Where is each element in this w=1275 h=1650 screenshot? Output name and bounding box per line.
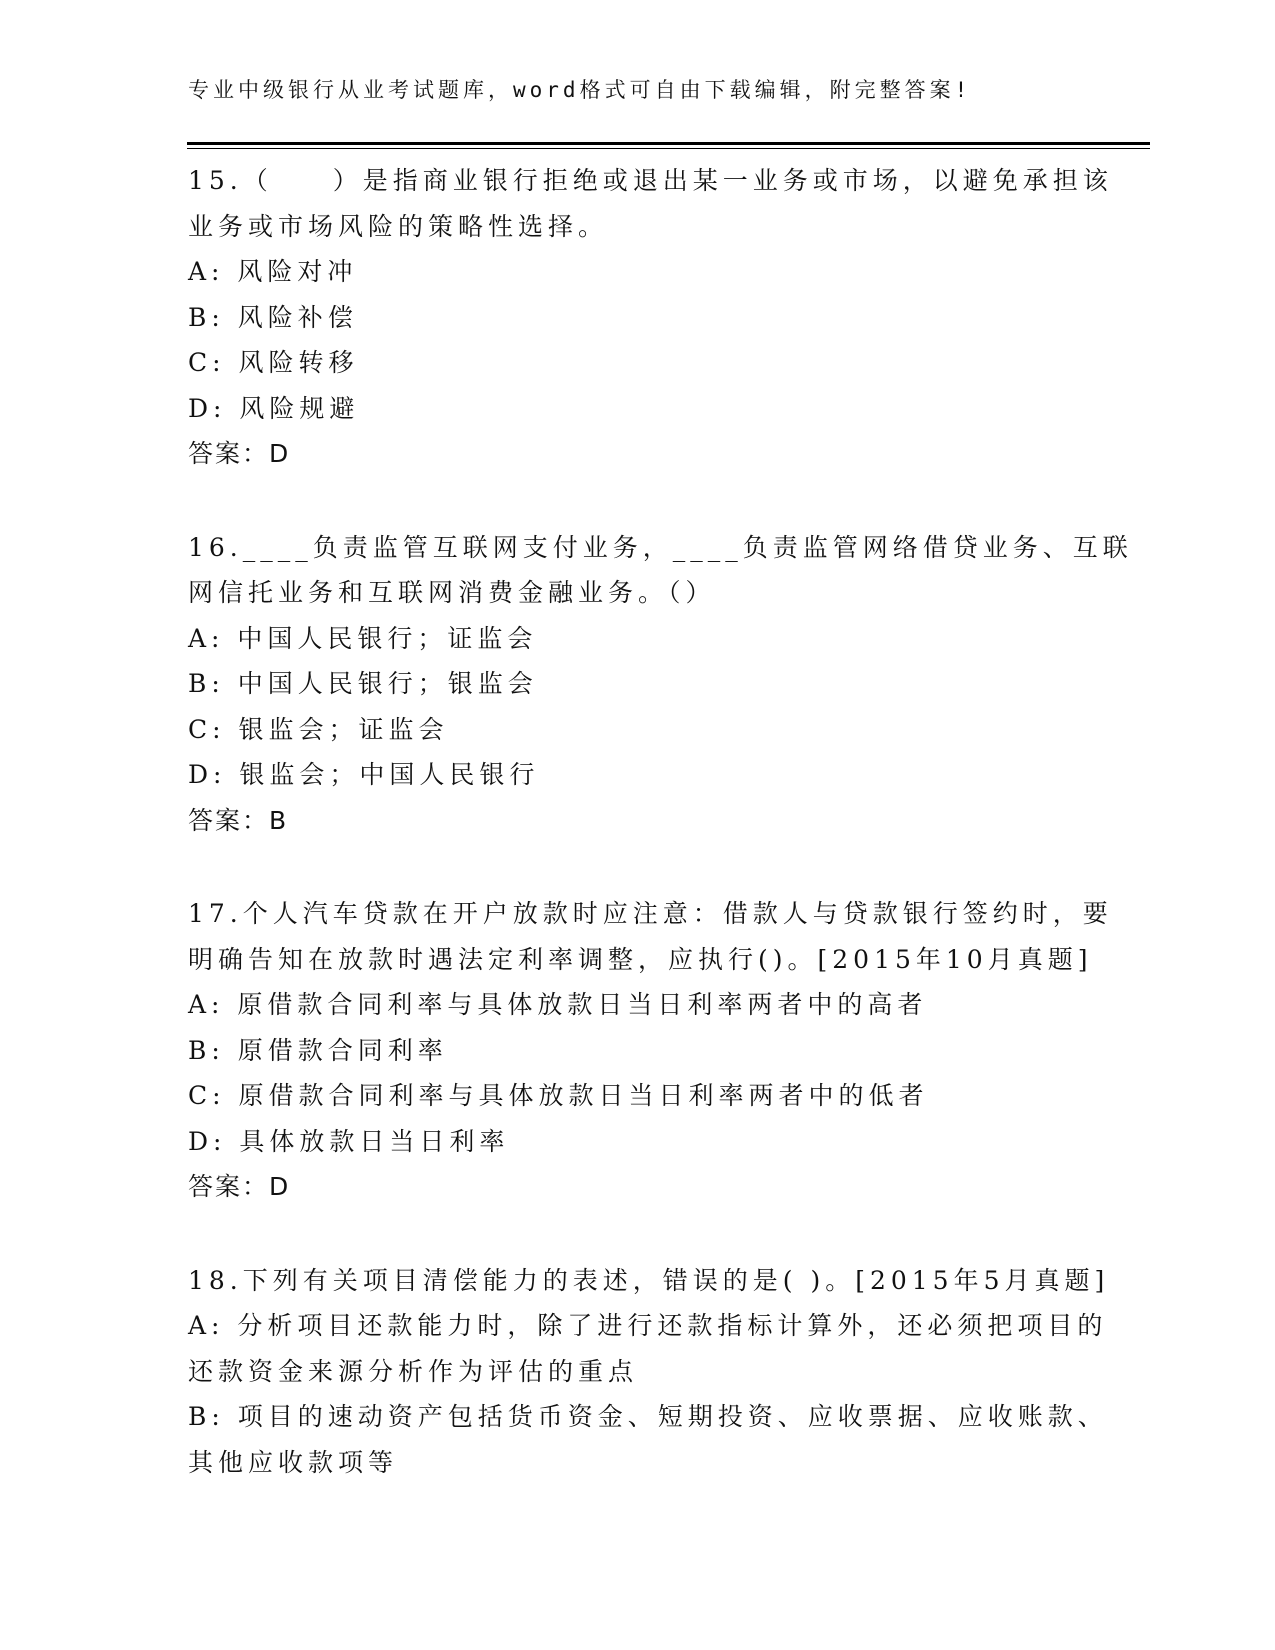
option-d: D: 银监会；中国人民银行 [188,760,540,789]
question-stem-line: 17.个人汽车贷款在开户放款时应注意：借款人与贷款银行签约时，要 [188,899,1113,928]
option-b-continued: 其他应收款项等 [188,1447,399,1477]
question-18 [188,1258,1110,1486]
answer-line: 答案：D [188,1172,291,1201]
document-header: 专业中级银行从业考试题库，word格式可自由下载编辑，附完整答案! [188,78,972,102]
option-c: C: 银监会；证监会 [188,714,449,744]
option-a: A: 原借款合同利率与具体放款日当日利率两者中的高者 [188,990,928,1019]
question-stem-line: 15.（ ）是指商业银行拒绝或退出某一业务或市场，以避免承担该 [188,166,1113,195]
option-b: B: 中国人民银行；银监会 [188,669,538,698]
option-b: B: 项目的速动资产包括货币资金、短期投资、应收票据、应收账款、 [188,1402,1108,1431]
answer-line: 答案：B [188,805,289,835]
answer-line: 答案：D [188,439,291,468]
option-b: B: 原借款合同利率 [188,1035,448,1065]
question-stem-line: 18.下列有关项目清偿能力的表述，错误的是( )。[2015年5月真题] [188,1265,1110,1295]
header-rule-thin [187,148,1150,149]
question-stem-line: 明确告知在放款时遇法定利率调整，应执行()。[2015年10月真题] [188,944,1093,974]
question-15 [188,158,1113,477]
header-rule-thick [187,142,1150,145]
option-a: A: 分析项目还款能力时，除了进行还款指标计算外，还必须把项目的 [188,1311,1108,1340]
option-a-continued: 还款资金来源分析作为评估的重点 [188,1356,639,1386]
question-stem-line: 网信托业务和互联网消费金融业务。（） [188,578,716,607]
option-c: C: 原借款合同利率与具体放款日当日利率两者中的低者 [188,1081,929,1110]
option-b: B: 风险补偿 [188,302,358,332]
question-stem-line: 业务或市场风险的策略性选择。 [188,211,609,241]
option-c: C: 风险转移 [188,348,359,377]
question-list [188,158,1133,1533]
question-16 [188,525,1133,844]
option-d: D: 风险规避 [188,393,360,423]
question-stem-line: 16.____负责监管互联网支付业务，____负责监管网络借贷业务、互联 [188,532,1133,562]
option-d: D: 具体放款日当日利率 [188,1126,510,1156]
option-a: A: 风险对冲 [188,257,358,286]
question-17 [188,891,1113,1210]
option-a: A: 中国人民银行；证监会 [188,623,538,653]
